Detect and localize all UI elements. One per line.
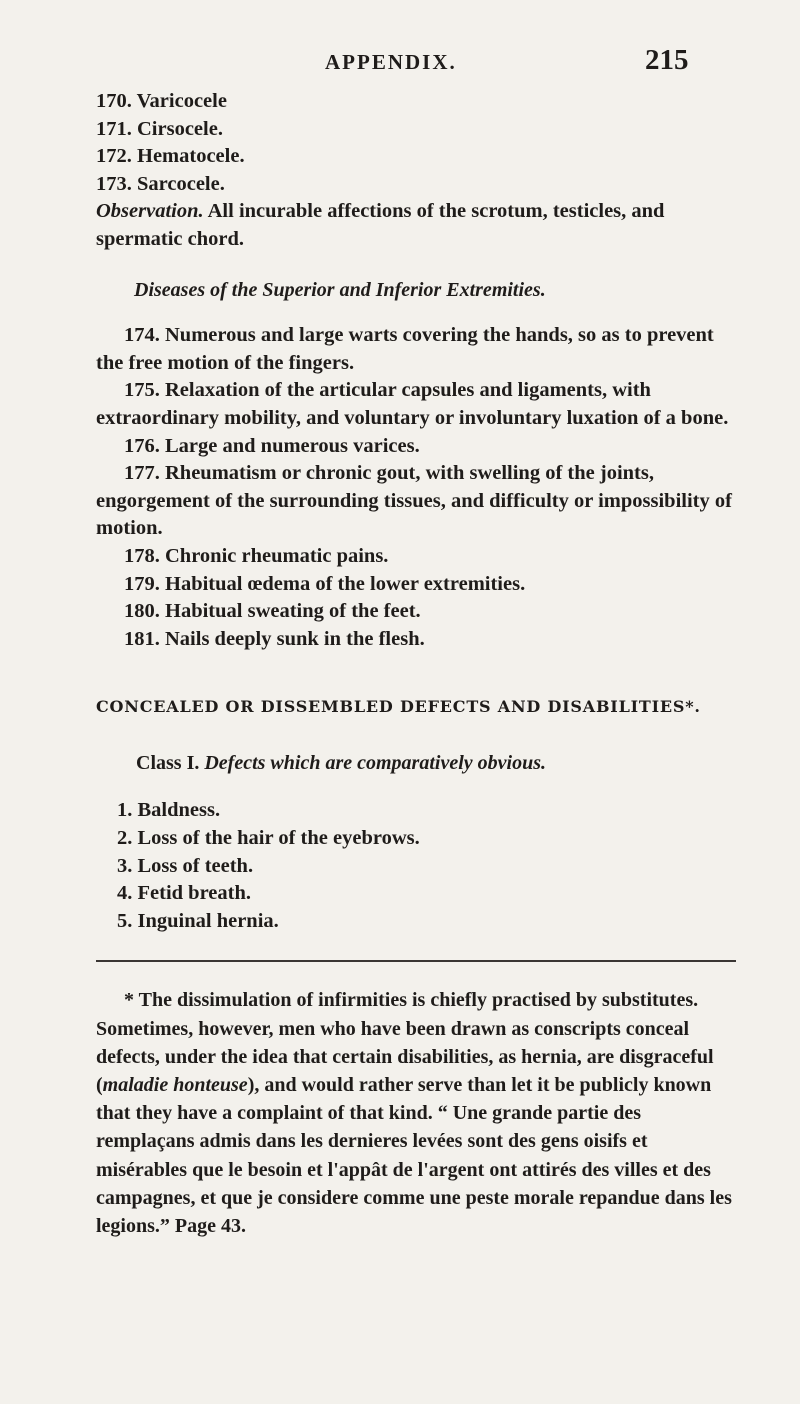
- entry-180: 180. Habitual sweating of the feet.: [124, 600, 421, 623]
- entry-172: 172. Hematocele.: [96, 145, 245, 168]
- footnote-text-part1: * The dissimulation of infirmities is chiefly practised by substitutes. Sometimes, however, men who have been drawn as conscripts conceal defects, under the idea that certain disabilities, as hernia, are disgraceful (: [96, 989, 714, 1097]
- list-item: 4. Fetid breath.: [117, 882, 252, 905]
- section-heading-extremities: Diseases of the Superior and Inferior Extremities.: [134, 278, 546, 301]
- entry-173: 173. Sarcocele.: [96, 172, 225, 195]
- class-label: Class I.: [136, 751, 200, 774]
- running-title: APPENDIX.: [325, 50, 457, 74]
- class-one-list: [117, 797, 736, 935]
- class-title: Defects which are comparatively obvious.: [199, 751, 546, 774]
- entry-179: 179. Habitual œdema of the lower extremities.: [124, 572, 526, 595]
- entry-175: 175. Relaxation of the articular capsules and ligaments, with extraordinary mobility, and voluntary or involuntary luxation of a bone.: [96, 379, 729, 429]
- entry-181: 181. Nails deeply sunk in the flesh.: [124, 627, 425, 650]
- list-item: 3. Loss of teeth.: [117, 854, 254, 877]
- footnote-text-part2: ), and would rather serve than let it be publicly known that they have a complaint of that kind. “ Une grande partie des remplaçans admis dans les dernieres levées sont des gens oisifs et misérables que le besoin et l'appât de l'argent ont attirés des villes et des campagnes, et que je considere comme une peste morale repandue dans les legions.” Page 43.: [96, 1074, 732, 1238]
- entry-178: 178. Chronic rheumatic pains.: [124, 544, 389, 567]
- running-head: [0, 44, 800, 88]
- footnote-italic-term: maladie honteuse: [102, 1074, 248, 1097]
- footnote-divider: [96, 960, 736, 962]
- class-heading: [136, 750, 736, 778]
- list-item: 1. Baldness.: [117, 799, 221, 822]
- observation-text: All incurable affections of the scrotum, testicles, and spermatic chord.: [96, 200, 665, 250]
- observation-label: Observation.: [96, 200, 204, 223]
- entry-177: 177. Rheumatism or chronic gout, with swelling of the joints, engorgement of the surrounding tissues, and difficulty or impossibility of motion.: [96, 462, 732, 540]
- concealed-defects-heading: CONCEALED OR DISSEMBLED DEFECTS AND DISABILITIES*.: [96, 697, 701, 717]
- entry-176: 176. Large and numerous varices.: [124, 434, 420, 457]
- footnote: [96, 986, 736, 1240]
- entry-174: 174. Numerous and large warts covering the hands, so as to prevent the free motion of the fingers.: [96, 324, 714, 374]
- page-number: 215: [645, 44, 689, 76]
- entry-170: 170. Varicocele: [96, 90, 227, 112]
- page-body: [96, 88, 736, 1240]
- entry-171: 171. Cirsocele.: [96, 117, 223, 140]
- observation-paragraph: [96, 198, 736, 253]
- list-item: 5. Inguinal hernia.: [117, 909, 279, 932]
- list-item: 2. Loss of the hair of the eyebrows.: [117, 827, 420, 850]
